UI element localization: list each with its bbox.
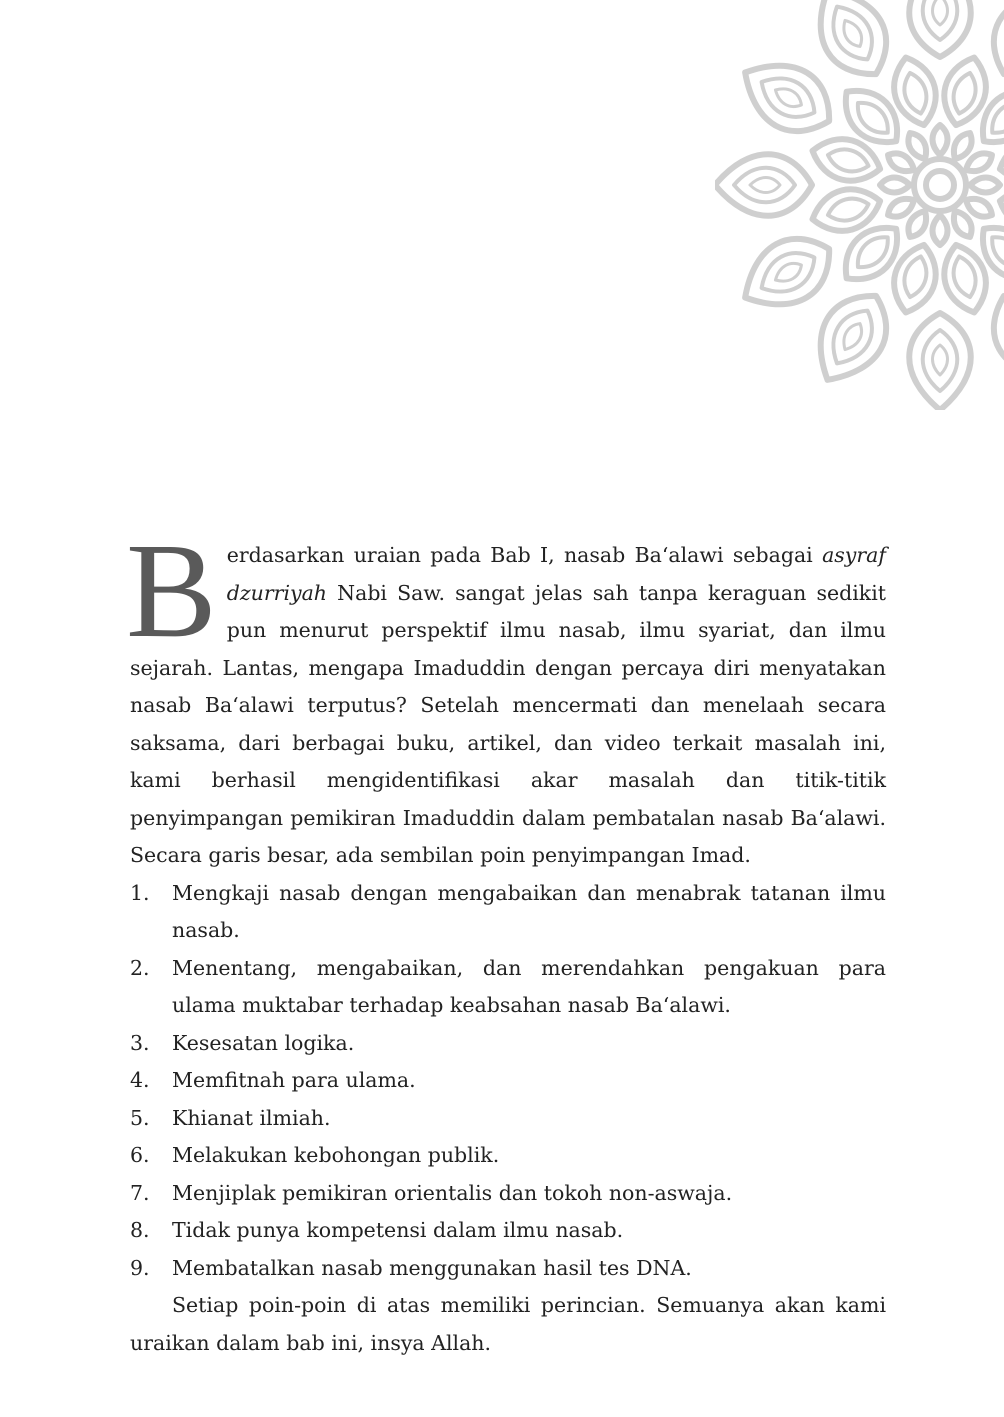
list-item	[130, 1100, 886, 1138]
list-number: 9.	[130, 1255, 150, 1280]
list-text: Tidak punya kompetensi dalam ilmu nasab.	[172, 1218, 624, 1242]
list-number: 6.	[130, 1143, 150, 1167]
list-item	[130, 1025, 886, 1063]
list-text: Mengkaji nasab dengan mengabaikan dan menabrak tatanan ilmu nasab.	[172, 880, 886, 942]
list-text: Menjiplak pemikiran orientalis dan tokoh non-aswaja.	[172, 1180, 733, 1205]
list-number: 2.	[130, 955, 150, 980]
list-text: Khianat ilmiah.	[172, 1105, 331, 1130]
list-number: 4.	[130, 1068, 150, 1092]
list-text: Memfitnah para ulama.	[172, 1068, 416, 1092]
list-item	[130, 950, 886, 1025]
list-item	[130, 1137, 886, 1175]
list-number: 3.	[130, 1030, 150, 1055]
list-item	[130, 1062, 886, 1100]
list-number: 7.	[130, 1180, 150, 1205]
closing-paragraph: Setiap poin-poin di atas memiliki perincian. Semuanya akan kami uraikan dalam bab ini, insya Allah.	[130, 1293, 886, 1355]
list-text: Menentang, mengabaikan, dan merendahkan pengakuan para ulama muktabar terhadap keabsahan nasab Ba‘alawi.	[172, 955, 886, 1017]
list-text: Membatalkan nasab menggunakan hasil tes DNA.	[172, 1255, 692, 1280]
page-body	[126, 516, 886, 1362]
mandala-ornament	[715, 0, 1004, 410]
drop-cap: B	[126, 516, 217, 666]
list-item	[130, 1212, 886, 1250]
list-item	[130, 1250, 886, 1288]
list-number: 5.	[130, 1105, 150, 1130]
list-item	[130, 1175, 886, 1213]
list-item	[130, 875, 886, 950]
intro-italic-term: asyraf dzurriyah	[226, 543, 886, 605]
intro-text-rest: Nabi Saw. sangat jelas sah tanpa keraguan sedikit pun menurut perspektif ilmu nasab, ilmu syariat, dan ilmu sejarah. Lantas, mengapa Imaduddin dengan percaya diri menyatakan nasab Ba‘alawi terputus? Setelah mencermati dan menelaah secara saksama, dari berbagai buku, artikel, dan video terkait masalah ini, kami berhasil mengidentifikasi akar masalah dan titik-titik penyimpangan pemikiran Imaduddin dalam pembatalan nasab Ba‘alawi. Secara garis besar, ada sembilan poin penyimpangan Imad.	[130, 580, 886, 867]
intro-paragraph	[126, 516, 886, 875]
list-number: 8.	[130, 1218, 150, 1242]
deviation-points-list	[130, 875, 886, 1288]
list-number: 1.	[130, 880, 150, 905]
intro-text-start: erdasarkan uraian pada Bab I, nasab Ba‘alawi sebagai	[226, 543, 823, 567]
list-text: Melakukan kebohongan publik.	[172, 1143, 500, 1167]
list-text: Kesesatan logika.	[172, 1030, 355, 1055]
